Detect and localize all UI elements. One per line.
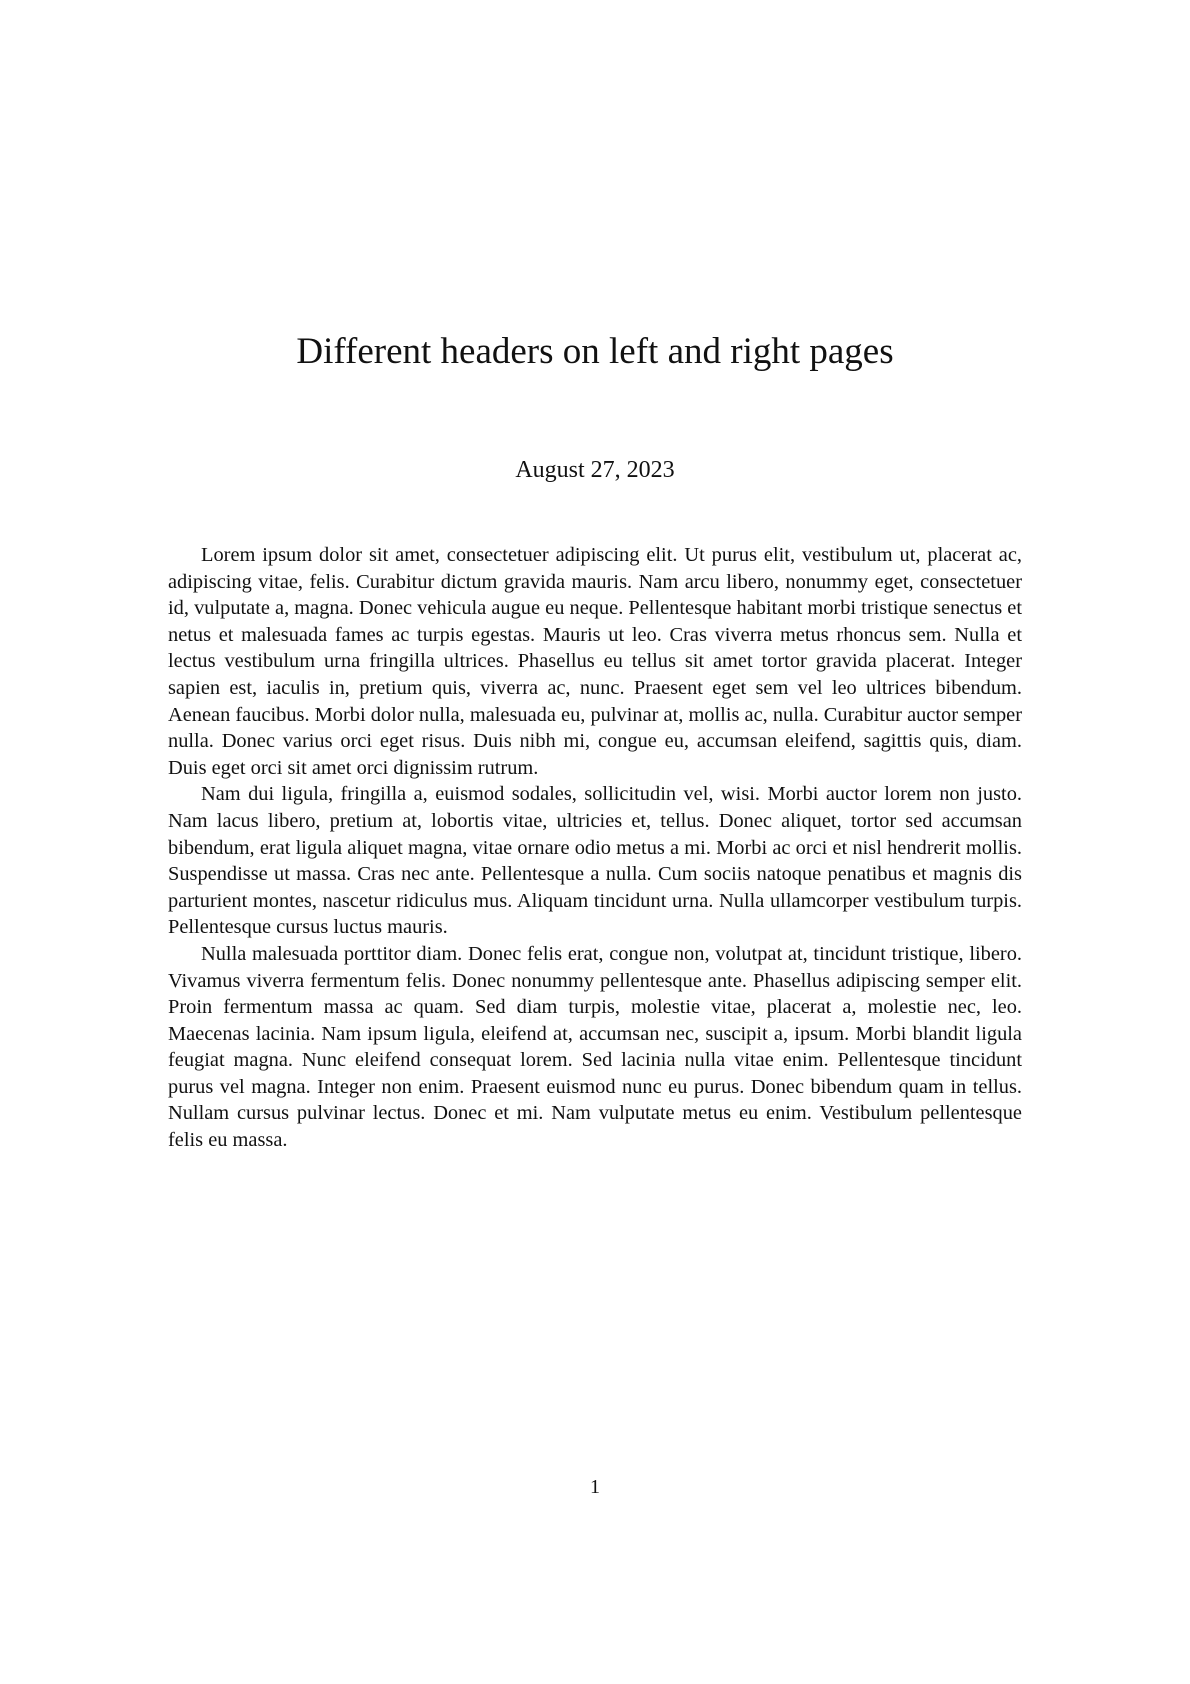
document-date: August 27, 2023 [515, 457, 675, 483]
document-title: Different headers on left and right pages [296, 331, 894, 372]
paragraph: Nulla malesuada porttitor diam. Donec felis erat, congue non, volutpat at, tincidunt tristique, libero. Vivamus viverra fermentum felis. Donec nonummy pellentesque ante. Phasellus adipiscing semper elit. Proin fermentum massa ac quam. Sed diam turpis, molestie vitae, placerat a, molestie nec, leo. Maecenas lacinia. Nam ipsum ligula, eleifend at, accumsan nec, suscipit a, ipsum. Morbi blandit ligula feugiat magna. Nunc eleifend consequat lorem. Sed lacinia nulla vitae enim. Pellentesque tincidunt purus vel magna. Integer non enim. Praesent euismod nunc eu purus. Donec bibendum quam in tellus. Nullam cursus pulvinar lectus. Donec et mi. Nam vulputate metus eu enim. Vestibulum pellentesque felis eu massa. [168, 942, 1022, 1152]
paragraph: Lorem ipsum dolor sit amet, consectetuer adipiscing elit. Ut purus elit, vestibulum ut, placerat ac, adipiscing vitae, felis. Curabitur dictum gravida mauris. Nam arcu libero, nonummy eget, consectetuer id, vulputate a, magna. Donec vehicula augue eu neque. Pellentesque habitant morbi tristique senectus et netus et malesuada fames ac turpis egestas. Mauris ut leo. Cras viverra metus rhoncus sem. Nulla et lectus vestibulum urna fringilla ultrices. Phasellus eu tellus sit amet tortor gravida placerat. Integer sapien est, iaculis in, pretium quis, viverra ac, nunc. Praesent eget sem vel leo ultrices bibendum. Aenean faucibus. Morbi dolor nulla, malesuada eu, pulvinar at, mollis ac, nulla. Curabitur auctor semper nulla. Donec varius orci eget risus. Duis nibh mi, congue eu, accumsan eleifend, sagittis quis, diam. Duis eget orci sit amet orci dignissim rutrum. [168, 544, 1022, 779]
paragraph: Nam dui ligula, fringilla a, euismod sodales, sollicitudin vel, wisi. Morbi auctor lorem non justo. Nam lacus libero, pretium at, lobortis vitae, ultricies et, tellus. Donec aliquet, tortor sed accumsan bibendum, erat ligula aliquet magna, vitae ornare odio metus a mi. Morbi ac orci et nisl hendrerit mollis. Suspendisse ut massa. Cras nec ante. Pellentesque a nulla. Cum sociis natoque penatibus et magnis dis parturient montes, nascetur ridiculus mus. Aliquam tincidunt urna. Nulla ullamcorper vestibulum turpis. Pellentesque cursus luctus mauris. [168, 783, 1022, 939]
page-number: 1 [590, 1476, 600, 1498]
document-body [168, 542, 1022, 1154]
